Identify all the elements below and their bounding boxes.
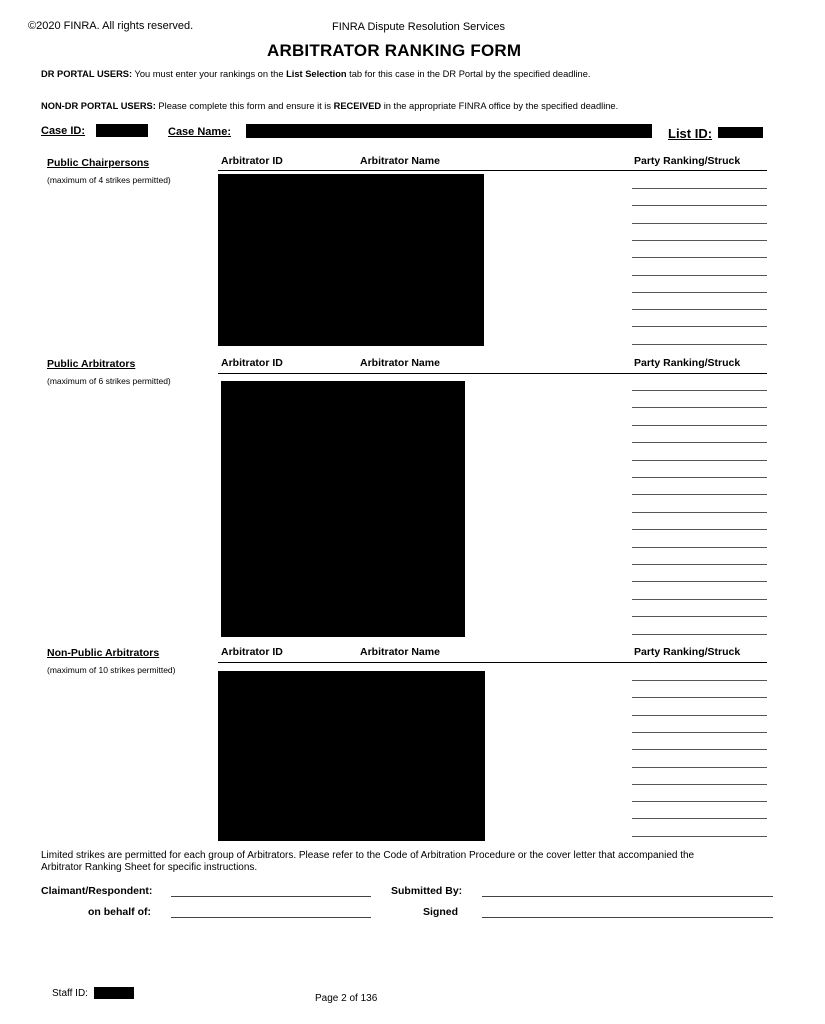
ranking-entry-line[interactable] [632, 784, 767, 785]
dr-portal-notice [41, 69, 590, 79]
ranking-entry-line[interactable] [632, 547, 767, 548]
ranking-entry-line[interactable] [632, 390, 767, 391]
dr-portal-prefix: DR PORTAL USERS: [41, 69, 133, 79]
dr-portal-text-b: tab for this case in the DR Portal by the specified deadline. [346, 69, 591, 79]
ranking-entry-line[interactable] [632, 407, 767, 408]
col-head-party-ranking: Party Ranking/Struck [634, 155, 741, 167]
column-header-rule [218, 373, 767, 374]
column-header-rule [218, 170, 767, 171]
col-head-arbitrator-name: Arbitrator Name [360, 646, 440, 658]
case-name-label: Case Name: [168, 126, 231, 138]
ranking-entry-line[interactable] [632, 749, 767, 750]
ranking-entry-line[interactable] [632, 292, 767, 293]
ranking-entry-line[interactable] [632, 442, 767, 443]
case-id-label: Case ID: [41, 125, 86, 137]
column-header-rule [218, 662, 767, 663]
ranking-entry-line[interactable] [632, 477, 767, 478]
list-selection-emphasis: List Selection [286, 69, 347, 79]
ranking-entry-line[interactable] [632, 460, 767, 461]
instructions-line-1: Limited strikes are permitted for each group of Arbitrators. Please refer to the Code of Arbitration Procedure or the cover letter that accompanied the [41, 850, 695, 861]
signature-field[interactable] [482, 917, 773, 918]
ranking-entry-line[interactable] [632, 616, 767, 617]
form-title: ARBITRATOR RANKING FORM [267, 41, 522, 60]
section-title-public-arbitrators: Public Arbitrators [47, 358, 136, 370]
ranking-entry-line[interactable] [632, 715, 767, 716]
col-head-arbitrator-id: Arbitrator ID [221, 155, 283, 167]
ranking-entry-line[interactable] [632, 344, 767, 345]
col-head-arbitrator-id: Arbitrator ID [221, 357, 283, 369]
arbitrator-list-redacted [221, 381, 465, 637]
ranking-entry-line[interactable] [632, 326, 767, 327]
case-name-redacted [246, 124, 652, 138]
ranking-entry-line[interactable] [632, 275, 767, 276]
ranking-entry-line[interactable] [632, 257, 767, 258]
instructions-line-2: Arbitrator Ranking Sheet for specific instructions. [41, 862, 258, 873]
submitted-by-label: Submitted By: [391, 885, 463, 897]
ranking-entry-line[interactable] [632, 767, 767, 768]
col-head-arbitrator-id: Arbitrator ID [221, 646, 283, 658]
ranking-entry-line[interactable] [632, 240, 767, 241]
ranking-entry-line[interactable] [632, 512, 767, 513]
col-head-arbitrator-name: Arbitrator Name [360, 155, 440, 167]
ranking-entry-line[interactable] [632, 697, 767, 698]
section-title-public-chairpersons: Public Chairpersons [47, 157, 150, 169]
case-id-redacted [96, 124, 148, 137]
copyright-text: ©2020 FINRA. All rights reserved. [28, 20, 194, 32]
arbitrator-list-redacted [218, 671, 485, 841]
ranking-entry-line[interactable] [632, 581, 767, 582]
ranking-entry-line[interactable] [632, 836, 767, 837]
dr-portal-text-a: You must enter your rankings on the [132, 69, 287, 79]
ranking-entry-line[interactable] [632, 309, 767, 310]
on-behalf-of-field[interactable] [171, 917, 371, 918]
submitted-by-field[interactable] [482, 896, 773, 897]
ranking-entry-line[interactable] [632, 205, 767, 206]
non-dr-portal-notice [41, 101, 618, 111]
ranking-entry-line[interactable] [632, 529, 767, 530]
page-number: Page 2 of 136 [315, 993, 378, 1004]
col-head-party-ranking: Party Ranking/Struck [634, 646, 741, 658]
staff-id-redacted [94, 987, 134, 999]
section-note-non-public-arbitrators: (maximum of 10 strikes permitted) [47, 665, 176, 675]
section-note-public-chairpersons: (maximum of 4 strikes permitted) [47, 175, 171, 185]
claimant-respondent-label: Claimant/Respondent: [41, 885, 153, 897]
ranking-entry-line[interactable] [632, 818, 767, 819]
list-id-label: List ID: [668, 126, 713, 141]
non-dr-portal-text-b: in the appropriate FINRA office by the specified deadline. [381, 101, 619, 111]
claimant-respondent-field[interactable] [171, 896, 371, 897]
on-behalf-of-label: on behalf of: [88, 906, 151, 918]
section-title-non-public-arbitrators: Non-Public Arbitrators [47, 647, 160, 659]
ranking-entry-line[interactable] [632, 223, 767, 224]
ranking-entry-line[interactable] [632, 599, 767, 600]
ranking-entry-line[interactable] [632, 564, 767, 565]
staff-id-label: Staff ID: [52, 988, 88, 999]
list-id-redacted [718, 127, 763, 138]
col-head-party-ranking: Party Ranking/Struck [634, 357, 741, 369]
non-dr-portal-text-a: Please complete this form and ensure it is [155, 101, 334, 111]
col-head-arbitrator-name: Arbitrator Name [360, 357, 440, 369]
signed-label: Signed [423, 906, 459, 918]
ranking-entry-line[interactable] [632, 801, 767, 802]
org-name: FINRA Dispute Resolution Services [332, 21, 506, 33]
non-dr-portal-prefix: NON-DR PORTAL USERS: [41, 101, 156, 111]
ranking-entry-line[interactable] [632, 680, 767, 681]
ranking-entry-line[interactable] [632, 732, 767, 733]
ranking-entry-line[interactable] [632, 494, 767, 495]
ranking-entry-line[interactable] [632, 634, 767, 635]
ranking-entry-line[interactable] [632, 425, 767, 426]
section-note-public-arbitrators: (maximum of 6 strikes permitted) [47, 376, 171, 386]
arbitrator-list-redacted [218, 174, 484, 346]
received-emphasis: RECEIVED [333, 101, 382, 111]
ranking-entry-line[interactable] [632, 188, 767, 189]
